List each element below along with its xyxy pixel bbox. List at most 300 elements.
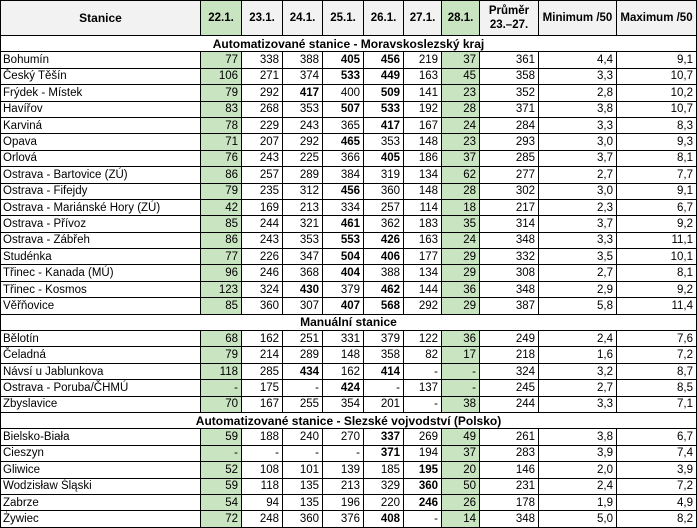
maximum-value: 9,3 xyxy=(617,134,697,150)
maximum-value: 8,1 xyxy=(617,265,697,281)
day-value: 79 xyxy=(201,85,242,101)
day-value: 347 xyxy=(283,249,323,265)
table-row xyxy=(1,134,697,150)
day-value: 424 xyxy=(323,380,364,396)
table-row xyxy=(1,150,697,166)
day-value: 186 xyxy=(404,150,442,166)
day-value: 553 xyxy=(323,232,364,248)
average-value: 231 xyxy=(480,478,539,494)
day-value: 18 xyxy=(442,199,480,215)
station-name: Cieszyn xyxy=(1,445,201,461)
day-value: 24 xyxy=(442,117,480,133)
day-value: - xyxy=(242,445,283,461)
section-row xyxy=(1,412,697,428)
day-value: 183 xyxy=(404,216,442,232)
station-name: Gliwice xyxy=(1,462,201,478)
header-average xyxy=(480,1,539,36)
day-value: 137 xyxy=(404,380,442,396)
day-value: 26 xyxy=(442,494,480,510)
day-value: 38 xyxy=(442,396,480,412)
day-value: 17 xyxy=(442,347,480,363)
day-value: 405 xyxy=(323,52,364,68)
station-name: Ostrava - Fifejdy xyxy=(1,183,201,199)
minimum-value: 3,8 xyxy=(539,101,617,117)
day-value: 37 xyxy=(442,52,480,68)
table-row xyxy=(1,331,697,347)
average-value: 371 xyxy=(480,101,539,117)
minimum-value: 3,8 xyxy=(539,429,617,445)
minimum-value: 2,9 xyxy=(539,281,617,297)
day-value: 379 xyxy=(364,331,404,347)
maximum-value: 8,2 xyxy=(617,511,697,527)
day-value: 246 xyxy=(242,265,283,281)
day-value: 188 xyxy=(242,429,283,445)
day-value: 118 xyxy=(242,478,283,494)
day-value: 568 xyxy=(364,298,404,314)
day-value: 214 xyxy=(242,347,283,363)
day-value: 434 xyxy=(283,363,323,379)
day-value: 54 xyxy=(201,494,242,510)
minimum-value: 2,7 xyxy=(539,265,617,281)
average-value: 249 xyxy=(480,331,539,347)
table-row xyxy=(1,216,697,232)
table-row xyxy=(1,249,697,265)
day-value: 353 xyxy=(283,232,323,248)
day-value: 192 xyxy=(404,101,442,117)
station-name: Ostrava - Přívoz xyxy=(1,216,201,232)
day-value: - xyxy=(404,511,442,527)
day-value: 195 xyxy=(404,462,442,478)
day-value: 28 xyxy=(442,101,480,117)
day-value: 49 xyxy=(442,429,480,445)
maximum-value: 11,1 xyxy=(617,232,697,248)
day-value: 371 xyxy=(364,445,404,461)
station-name: Opava xyxy=(1,134,201,150)
day-value: 20 xyxy=(442,462,480,478)
day-value: - xyxy=(323,445,364,461)
maximum-value: 7,2 xyxy=(617,478,697,494)
average-value: 302 xyxy=(480,183,539,199)
header-day: 25.1. xyxy=(323,1,364,36)
day-value: 77 xyxy=(201,249,242,265)
day-value: 285 xyxy=(242,363,283,379)
day-value: 135 xyxy=(283,494,323,510)
day-value: 23 xyxy=(442,85,480,101)
day-value: 122 xyxy=(404,331,442,347)
minimum-value: 3,7 xyxy=(539,150,617,166)
day-value: 248 xyxy=(242,511,283,527)
day-value: 414 xyxy=(364,363,404,379)
day-value: - xyxy=(442,380,480,396)
day-value: 163 xyxy=(404,68,442,84)
day-value: 319 xyxy=(364,167,404,183)
maximum-value: 8,1 xyxy=(617,150,697,166)
header-maximum xyxy=(617,1,697,36)
day-value: 219 xyxy=(404,52,442,68)
header-day: 27.1. xyxy=(404,1,442,36)
table-row xyxy=(1,494,697,510)
table-row xyxy=(1,183,697,199)
day-value: 307 xyxy=(283,298,323,314)
average-value: 218 xyxy=(480,347,539,363)
day-value: 162 xyxy=(323,363,364,379)
day-value: 465 xyxy=(323,134,364,150)
day-value: 94 xyxy=(242,494,283,510)
day-value: 79 xyxy=(201,347,242,363)
day-value: 533 xyxy=(323,68,364,84)
day-value: 379 xyxy=(323,281,364,297)
station-name: Frýdek - Místek xyxy=(1,85,201,101)
station-name: Ostrava - Bartovice (ZÚ) xyxy=(1,167,201,183)
day-value: 504 xyxy=(323,249,364,265)
day-value: 507 xyxy=(323,101,364,117)
day-value: 123 xyxy=(201,281,242,297)
day-value: 28 xyxy=(442,183,480,199)
day-value: 59 xyxy=(201,429,242,445)
day-value: - xyxy=(364,380,404,396)
day-value: 430 xyxy=(283,281,323,297)
day-value: 229 xyxy=(242,117,283,133)
day-value: 243 xyxy=(283,117,323,133)
average-value: 358 xyxy=(480,68,539,84)
day-value: 50 xyxy=(442,478,480,494)
day-value: 360 xyxy=(404,478,442,494)
header-day: 24.1. xyxy=(283,1,323,36)
average-value: 332 xyxy=(480,249,539,265)
day-value: 59 xyxy=(201,478,242,494)
maximum-value: 7,6 xyxy=(617,331,697,347)
average-value: 348 xyxy=(480,281,539,297)
station-name: Bělotín xyxy=(1,331,201,347)
day-value: 354 xyxy=(323,396,364,412)
day-value: - xyxy=(283,445,323,461)
day-value: 426 xyxy=(364,232,404,248)
day-value: 533 xyxy=(364,101,404,117)
table-row xyxy=(1,199,697,215)
day-value: 360 xyxy=(242,298,283,314)
day-value: 148 xyxy=(404,183,442,199)
day-value: 404 xyxy=(323,265,364,281)
minimum-value: 3,3 xyxy=(539,396,617,412)
day-value: 407 xyxy=(323,298,364,314)
day-value: 257 xyxy=(364,199,404,215)
maximum-value: 9,1 xyxy=(617,183,697,199)
day-value: 461 xyxy=(323,216,364,232)
day-value: 185 xyxy=(364,462,404,478)
day-value: 408 xyxy=(364,511,404,527)
section-title: Manuální stanice xyxy=(1,314,697,330)
day-value: 406 xyxy=(364,249,404,265)
day-value: 35 xyxy=(442,216,480,232)
day-value: 255 xyxy=(283,396,323,412)
day-value: 45 xyxy=(442,68,480,84)
minimum-value: 1,6 xyxy=(539,347,617,363)
average-value: 348 xyxy=(480,511,539,527)
day-value: 83 xyxy=(201,101,242,117)
day-value: 177 xyxy=(404,249,442,265)
day-value: 246 xyxy=(404,494,442,510)
average-value: 283 xyxy=(480,445,539,461)
day-value: 36 xyxy=(442,281,480,297)
day-value: 417 xyxy=(283,85,323,101)
day-value: 226 xyxy=(242,249,283,265)
day-value: 462 xyxy=(364,281,404,297)
day-value: 368 xyxy=(283,265,323,281)
day-value: 148 xyxy=(323,347,364,363)
station-name: Orlová xyxy=(1,150,201,166)
maximum-value: 3,9 xyxy=(617,462,697,478)
day-value: 14 xyxy=(442,511,480,527)
header-minimum-label: Minimum /50 xyxy=(542,12,613,24)
minimum-value: 3,0 xyxy=(539,134,617,150)
maximum-value: 7,1 xyxy=(617,396,697,412)
day-value: 77 xyxy=(201,52,242,68)
day-value: 292 xyxy=(242,85,283,101)
day-value: 42 xyxy=(201,199,242,215)
table-row xyxy=(1,281,697,297)
minimum-value: 3,0 xyxy=(539,183,617,199)
average-value: 146 xyxy=(480,462,539,478)
section-row xyxy=(1,36,697,52)
day-value: 36 xyxy=(442,331,480,347)
day-value: 96 xyxy=(201,265,242,281)
minimum-value: 2,7 xyxy=(539,167,617,183)
station-name: Český Těšín xyxy=(1,68,201,84)
day-value: - xyxy=(283,380,323,396)
header-minimum xyxy=(539,1,617,36)
day-value: 167 xyxy=(242,396,283,412)
station-name: Ostrava - Mariánské Hory (ZÚ) xyxy=(1,199,201,215)
day-value: - xyxy=(404,396,442,412)
day-value: 240 xyxy=(283,429,323,445)
section-title: Automatizované stanice - Moravskoslezský kraj xyxy=(1,36,697,52)
day-value: 86 xyxy=(201,232,242,248)
minimum-value: 3,7 xyxy=(539,216,617,232)
day-value: 37 xyxy=(442,150,480,166)
header-day: 28.1. xyxy=(442,1,480,36)
day-value: 324 xyxy=(242,281,283,297)
maximum-value: 10,1 xyxy=(617,249,697,265)
day-value: 72 xyxy=(201,511,242,527)
minimum-value: 2,3 xyxy=(539,199,617,215)
minimum-value: 3,9 xyxy=(539,445,617,461)
day-value: - xyxy=(201,445,242,461)
maximum-value: 6,7 xyxy=(617,199,697,215)
minimum-value: 5,0 xyxy=(539,511,617,527)
day-value: 106 xyxy=(201,68,242,84)
header-average-label: Průměr 23.–27. xyxy=(488,5,530,31)
station-name: Żywiec xyxy=(1,511,201,527)
table-row xyxy=(1,478,697,494)
day-value: 141 xyxy=(404,85,442,101)
day-value: 243 xyxy=(242,150,283,166)
table-row xyxy=(1,232,697,248)
station-name: Věřňovice xyxy=(1,298,201,314)
table-row xyxy=(1,85,697,101)
table-row xyxy=(1,347,697,363)
day-value: 509 xyxy=(364,85,404,101)
average-value: 387 xyxy=(480,298,539,314)
average-value: 277 xyxy=(480,167,539,183)
station-name: Ostrava - Zábřeh xyxy=(1,232,201,248)
day-value: 353 xyxy=(364,134,404,150)
day-value: 196 xyxy=(323,494,364,510)
day-value: 24 xyxy=(442,232,480,248)
day-value: 213 xyxy=(283,199,323,215)
day-value: 360 xyxy=(283,511,323,527)
table-row xyxy=(1,298,697,314)
day-value: 29 xyxy=(442,265,480,281)
average-value: 352 xyxy=(480,85,539,101)
day-value: 108 xyxy=(242,462,283,478)
station-name: Bohumín xyxy=(1,52,201,68)
day-value: 362 xyxy=(364,216,404,232)
average-value: 308 xyxy=(480,265,539,281)
day-value: 338 xyxy=(242,52,283,68)
day-value: 243 xyxy=(242,232,283,248)
maximum-value: 9,1 xyxy=(617,52,697,68)
table-row xyxy=(1,52,697,68)
day-value: 456 xyxy=(323,183,364,199)
day-value: 37 xyxy=(442,445,480,461)
day-value: 289 xyxy=(283,167,323,183)
average-value: 293 xyxy=(480,134,539,150)
table-body xyxy=(1,36,697,528)
average-value: 178 xyxy=(480,494,539,510)
day-value: 52 xyxy=(201,462,242,478)
day-value: 353 xyxy=(283,101,323,117)
day-value: 321 xyxy=(283,216,323,232)
station-name: Studénka xyxy=(1,249,201,265)
average-value: 361 xyxy=(480,52,539,68)
station-name: Bielsko-Biała xyxy=(1,429,201,445)
maximum-value: 8,3 xyxy=(617,117,697,133)
station-name: Zbyslavice xyxy=(1,396,201,412)
day-value: 388 xyxy=(364,265,404,281)
station-name: Havířov xyxy=(1,101,201,117)
day-value: 169 xyxy=(242,199,283,215)
maximum-value: 10,7 xyxy=(617,101,697,117)
maximum-value: 7,4 xyxy=(617,445,697,461)
day-value: 70 xyxy=(201,396,242,412)
day-value: 360 xyxy=(364,183,404,199)
table-row xyxy=(1,380,697,396)
minimum-value: 2,4 xyxy=(539,478,617,494)
table-row xyxy=(1,363,697,379)
minimum-value: 4,4 xyxy=(539,52,617,68)
maximum-value: 7,7 xyxy=(617,167,697,183)
average-value: 244 xyxy=(480,396,539,412)
table-header xyxy=(1,1,697,36)
header-day: 26.1. xyxy=(364,1,404,36)
day-value: 405 xyxy=(364,150,404,166)
day-value: 134 xyxy=(404,167,442,183)
day-value: 23 xyxy=(442,134,480,150)
station-name: Wodzisław Śląski xyxy=(1,478,201,494)
day-value: 292 xyxy=(404,298,442,314)
day-value: 86 xyxy=(201,167,242,183)
station-name: Třinec - Kosmos xyxy=(1,281,201,297)
header-day: 23.1. xyxy=(242,1,283,36)
table-row xyxy=(1,396,697,412)
table-row xyxy=(1,101,697,117)
station-name: Třinec - Kanada (MÚ) xyxy=(1,265,201,281)
station-name: Návsí u Jablunkova xyxy=(1,363,201,379)
table-row xyxy=(1,511,697,527)
day-value: 270 xyxy=(323,429,364,445)
day-value: 235 xyxy=(242,183,283,199)
day-value: 101 xyxy=(283,462,323,478)
day-value: 251 xyxy=(283,331,323,347)
day-value: 144 xyxy=(404,281,442,297)
minimum-value: 3,3 xyxy=(539,117,617,133)
day-value: 29 xyxy=(442,249,480,265)
day-value: 78 xyxy=(201,117,242,133)
day-value: 162 xyxy=(242,331,283,347)
maximum-value: 8,7 xyxy=(617,363,697,379)
header-station: Stanice xyxy=(1,1,201,36)
day-value: 71 xyxy=(201,134,242,150)
day-value: 134 xyxy=(404,265,442,281)
minimum-value: 5,8 xyxy=(539,298,617,314)
day-value: 329 xyxy=(364,478,404,494)
minimum-value: 2,7 xyxy=(539,380,617,396)
station-name: Zabrze xyxy=(1,494,201,510)
maximum-value: 11,4 xyxy=(617,298,697,314)
day-value: 220 xyxy=(364,494,404,510)
average-value: 348 xyxy=(480,232,539,248)
maximum-value: 10,2 xyxy=(617,85,697,101)
day-value: 365 xyxy=(323,117,364,133)
average-value: 261 xyxy=(480,429,539,445)
day-value: 331 xyxy=(323,331,364,347)
table-row xyxy=(1,429,697,445)
day-value: 269 xyxy=(404,429,442,445)
day-value: 292 xyxy=(283,134,323,150)
average-value: 285 xyxy=(480,150,539,166)
day-value: 456 xyxy=(364,52,404,68)
average-value: 284 xyxy=(480,117,539,133)
table-row xyxy=(1,68,697,84)
table-row xyxy=(1,117,697,133)
minimum-value: 2,8 xyxy=(539,85,617,101)
day-value: 376 xyxy=(323,511,364,527)
average-value: 245 xyxy=(480,380,539,396)
day-value: 337 xyxy=(364,429,404,445)
minimum-value: 2,4 xyxy=(539,331,617,347)
day-value: 175 xyxy=(242,380,283,396)
average-value: 314 xyxy=(480,216,539,232)
day-value: 384 xyxy=(323,167,364,183)
day-value: 271 xyxy=(242,68,283,84)
average-value: 217 xyxy=(480,199,539,215)
station-name: Čeladná xyxy=(1,347,201,363)
day-value: 148 xyxy=(404,134,442,150)
day-value: - xyxy=(442,363,480,379)
maximum-value: 9,2 xyxy=(617,216,697,232)
maximum-value: 9,2 xyxy=(617,281,697,297)
day-value: 366 xyxy=(323,150,364,166)
station-name: Karviná xyxy=(1,117,201,133)
day-value: 244 xyxy=(242,216,283,232)
day-value: 289 xyxy=(283,347,323,363)
maximum-value: 7,2 xyxy=(617,347,697,363)
average-value: 324 xyxy=(480,363,539,379)
day-value: 82 xyxy=(404,347,442,363)
day-value: 79 xyxy=(201,183,242,199)
minimum-value: 3,5 xyxy=(539,249,617,265)
day-value: - xyxy=(404,363,442,379)
